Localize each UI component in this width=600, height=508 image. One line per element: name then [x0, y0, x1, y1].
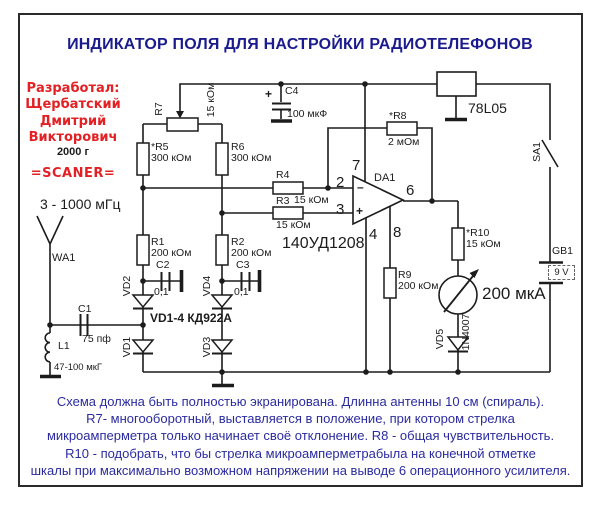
label-c4-polarity: + [265, 87, 273, 101]
resistor-R8 [387, 122, 417, 135]
label-r7-ref: R7 [153, 102, 165, 116]
switch-SA1-lever [542, 140, 558, 167]
label-r4-ref: R4 [276, 169, 290, 181]
label-c3-ref: C3 [236, 259, 250, 271]
label-r4-value: 15 кОм [294, 194, 329, 206]
diode-VD4 [212, 295, 232, 309]
label-regulator: 78L05 [468, 100, 507, 116]
label-gb1-ref: GB1 [552, 245, 574, 257]
resistor-R5 [137, 143, 149, 175]
diode-VD1 [133, 340, 153, 354]
resistor-R10 [452, 228, 464, 260]
meter-icon [439, 269, 479, 314]
credits-line: Щербатский [25, 97, 121, 113]
diode-VD2 [133, 295, 153, 309]
label-vd4: VD4 [201, 275, 213, 297]
label-r1-ref: R1 [151, 236, 165, 248]
label-c1-ref: C1 [78, 303, 92, 315]
page-title: ИНДИКАТОР ПОЛЯ ДЛЯ НАСТРОЙКИ РАДИОТЕЛЕФОНОВ [67, 36, 533, 53]
label-r6-value: 300 кОм [231, 152, 272, 164]
label-r1-value: 200 кОм [151, 247, 192, 259]
credits-line: Дмитрий [39, 113, 107, 129]
label-r10-value: 15 кОм [466, 238, 501, 250]
meter-needle-arrow [470, 269, 480, 278]
label-sa1: SA1 [531, 142, 543, 162]
label-vd1: VD1 [121, 336, 133, 358]
label-r7-value: 15 кОм [205, 82, 217, 118]
resistor-R6 [216, 143, 228, 175]
regulator-box [437, 72, 476, 96]
label-r10-ref: *R10 [466, 227, 490, 239]
label-r8-value: 2 мОм [388, 136, 420, 148]
label-c4-ref: C4 [285, 85, 299, 97]
frequency-range-label: 3 - 1000 мГц [40, 196, 121, 212]
note-line: Схема должна быть полностью экранирована. Длинна антенны 10 см (спираль). [56, 394, 545, 409]
label-c3-value: 0,1 [234, 286, 249, 298]
antenna-icon [37, 216, 63, 244]
label-da1: DA1 [374, 172, 396, 184]
label-c4-value: 100 мкФ [287, 108, 328, 120]
label-opamp-part: 140УД1208 [282, 235, 365, 252]
resistor-R1 [137, 235, 149, 265]
credits-line: Викторович [28, 130, 118, 146]
label-r9-value: 200 кОм [398, 280, 439, 292]
diode-VD3 [212, 340, 232, 354]
resistor-R4 [273, 182, 303, 194]
label-wa1: WA1 [52, 252, 76, 264]
label-pin-4: 4 [369, 226, 378, 243]
battery-voltage-box: 9 V [548, 265, 575, 280]
resistor-R2 [216, 235, 228, 265]
notes-block [18, 393, 583, 479]
label-l1-ref: L1 [58, 340, 70, 352]
label-r9-ref: R9 [398, 269, 412, 281]
label-r3-value: 15 кОм [276, 219, 311, 231]
credits-year: 2000 г [56, 146, 90, 158]
label-c1-value: 75 пф [82, 333, 111, 345]
label-r5-value: 300 кОм [151, 152, 192, 164]
label-l1-value: 47-100 мкГ [54, 362, 103, 373]
label-r5-ref: *R5 [151, 141, 169, 153]
label-c2-ref: C2 [156, 259, 170, 271]
label-pin-8: 8 [393, 224, 402, 241]
credits-line: Разработал: [26, 81, 120, 96]
resistor-R9 [384, 268, 396, 298]
label-meter-value: 200 мкА [482, 284, 546, 303]
resistor-R3 [273, 207, 303, 219]
label-pin-7: 7 [352, 157, 361, 174]
label-r2-value: 200 кОм [231, 247, 272, 259]
label-vd3: VD3 [201, 336, 213, 358]
inductor-L1 [45, 333, 50, 362]
label-r2-ref: R2 [231, 236, 245, 248]
label-c2-value: 0,1 [154, 286, 169, 298]
note-line: шкалы при максимально возможном напряжении на выводе 6 операционного усилителя. [30, 462, 571, 478]
credits-block [14, 81, 132, 147]
credits-alias: =SCANER= [30, 166, 116, 181]
note-line: R10 - подобрать, что бы стрелка микроамперметрабыла на конечной отметке [65, 445, 536, 461]
label-pin-6: 6 [406, 182, 415, 199]
label-vd2: VD2 [121, 275, 133, 297]
label-pin-3: 3 [336, 201, 345, 218]
label-r6-ref: R6 [231, 141, 245, 153]
opamp-noninverting-sign: + [356, 204, 364, 218]
label-pin-2: 2 [336, 174, 345, 191]
note-line: R7- многооборотный, выставляется в положение, при котором стрелка [86, 411, 515, 427]
label-vd-group: VD1-4 КД922А [150, 311, 232, 325]
label-r8-ref: *R8 [389, 110, 407, 122]
opamp-inverting-sign: – [357, 180, 364, 194]
label-r3-ref: R3 [276, 195, 290, 207]
label-vd5-part: 1N4007 [460, 313, 472, 351]
note-line: микроамперметра только начинает своё отклонение. R8 - общая чувствительность. [46, 428, 555, 444]
label-vd5-ref: VD5 [434, 328, 446, 350]
potentiometer-R7 [167, 111, 198, 131]
